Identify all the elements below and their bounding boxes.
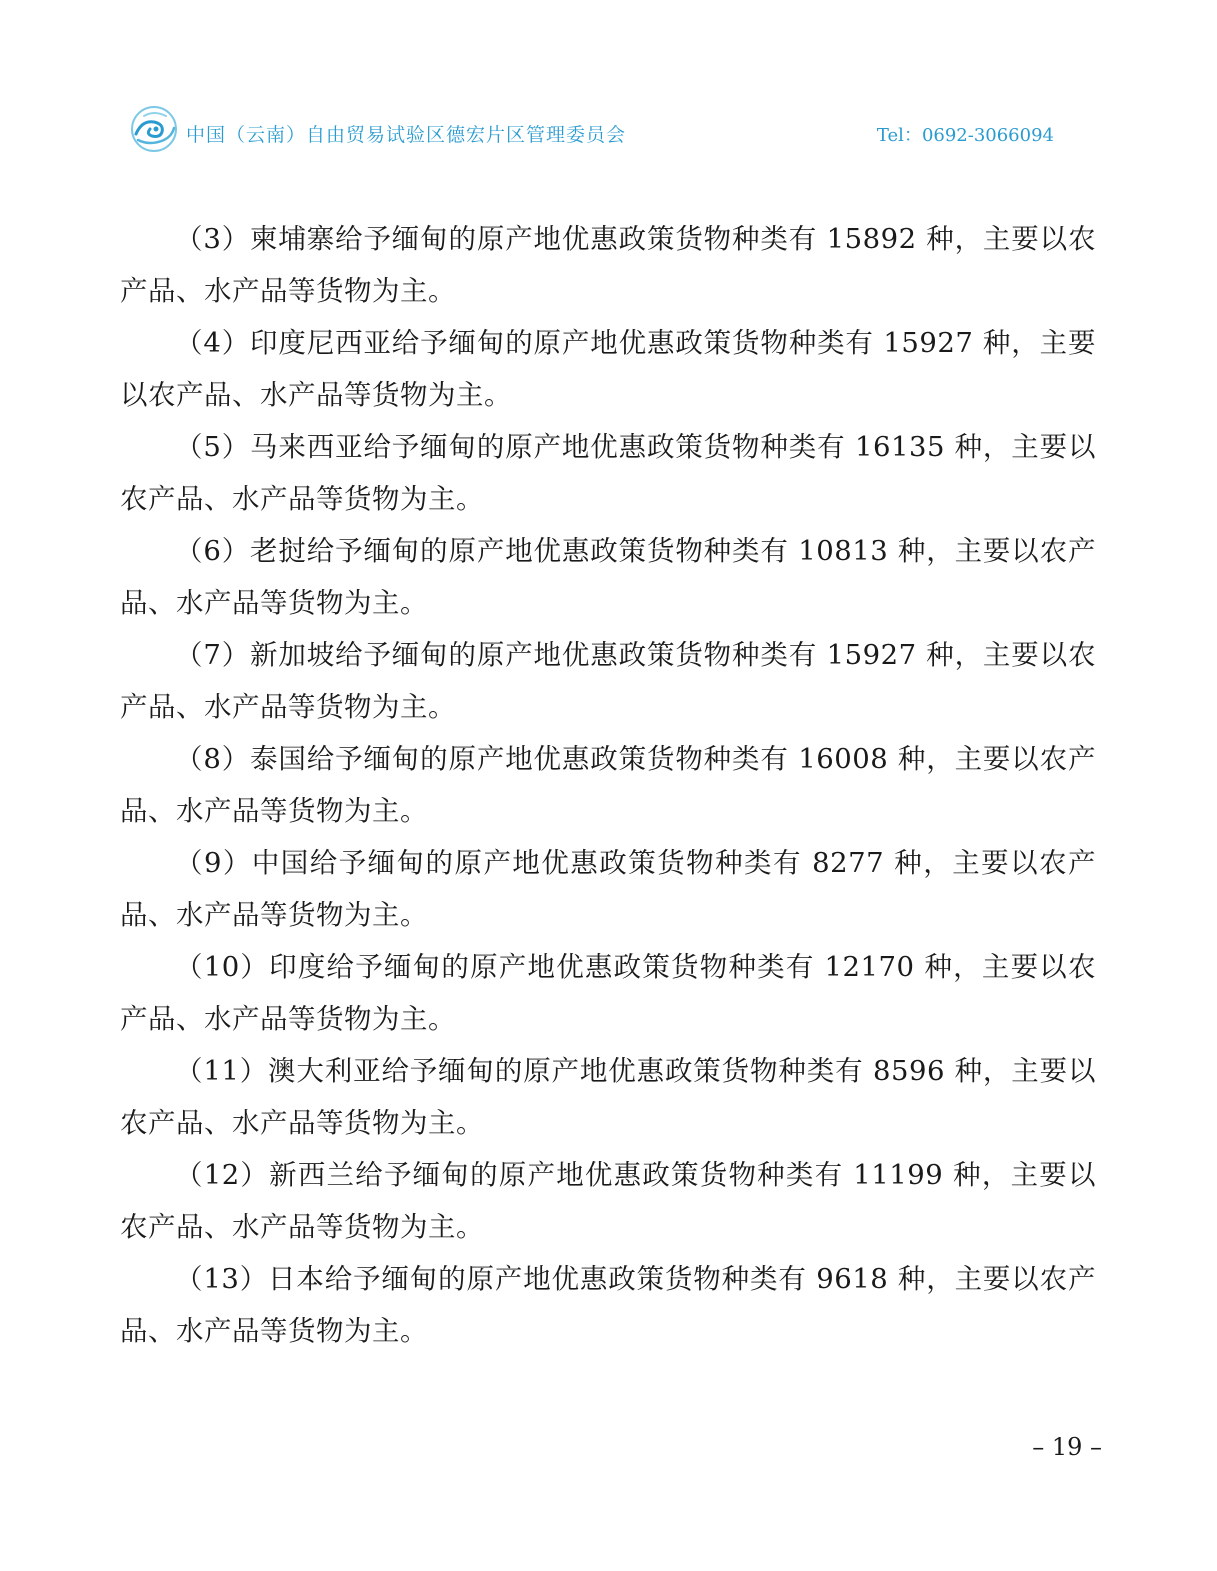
paragraph-item-13: （13）日本给予缅甸的原产地优惠政策货物种类有 9618 种，主要以农产品、水产品等货物为主。: [120, 1263, 1096, 1347]
telephone-number: Tel：0692-3066094: [876, 125, 1054, 146]
page-header: [128, 104, 1068, 154]
paragraph-item-3: （3）柬埔寨给予缅甸的原产地优惠政策货物种类有 15892 种，主要以农产品、水产品等货物为主。: [120, 223, 1096, 307]
paragraph-item-11: （11）澳大利亚给予缅甸的原产地优惠政策货物种类有 8596 种，主要以农产品、水产品等货物为主。: [120, 1055, 1096, 1139]
paragraph-item-5: （5）马来西亚给予缅甸的原产地优惠政策货物种类有 16135 种，主要以农产品、水产品等货物为主。: [120, 431, 1096, 515]
organization-name: 中国（云南）自由贸易试验区德宏片区管理委员会: [186, 124, 627, 146]
paragraph-item-7: （7）新加坡给予缅甸的原产地优惠政策货物种类有 15927 种，主要以农产品、水产品等货物为主。: [120, 639, 1096, 723]
paragraph-item-8: （8）泰国给予缅甸的原产地优惠政策货物种类有 16008 种，主要以农产品、水产品等货物为主。: [120, 743, 1096, 827]
paragraph-item-12: （12）新西兰给予缅甸的原产地优惠政策货物种类有 11199 种，主要以农产品、水产品等货物为主。: [120, 1159, 1096, 1243]
page-number: – 19 –: [1032, 1433, 1102, 1461]
paragraph-item-9: （9）中国给予缅甸的原产地优惠政策货物种类有 8277 种，主要以农产品、水产品等货物为主。: [120, 847, 1096, 931]
wave-cloud-logo-icon: [128, 104, 180, 154]
paragraph-item-10: （10）印度给予缅甸的原产地优惠政策货物种类有 12170 种，主要以农产品、水产品等货物为主。: [120, 951, 1096, 1035]
paragraph-item-4: （4）印度尼西亚给予缅甸的原产地优惠政策货物种类有 15927 种，主要以农产品、水产品等货物为主。: [120, 327, 1096, 411]
document-body: [120, 213, 1096, 1357]
paragraph-item-6: （6）老挝给予缅甸的原产地优惠政策货物种类有 10813 种，主要以农产品、水产品等货物为主。: [120, 535, 1096, 619]
